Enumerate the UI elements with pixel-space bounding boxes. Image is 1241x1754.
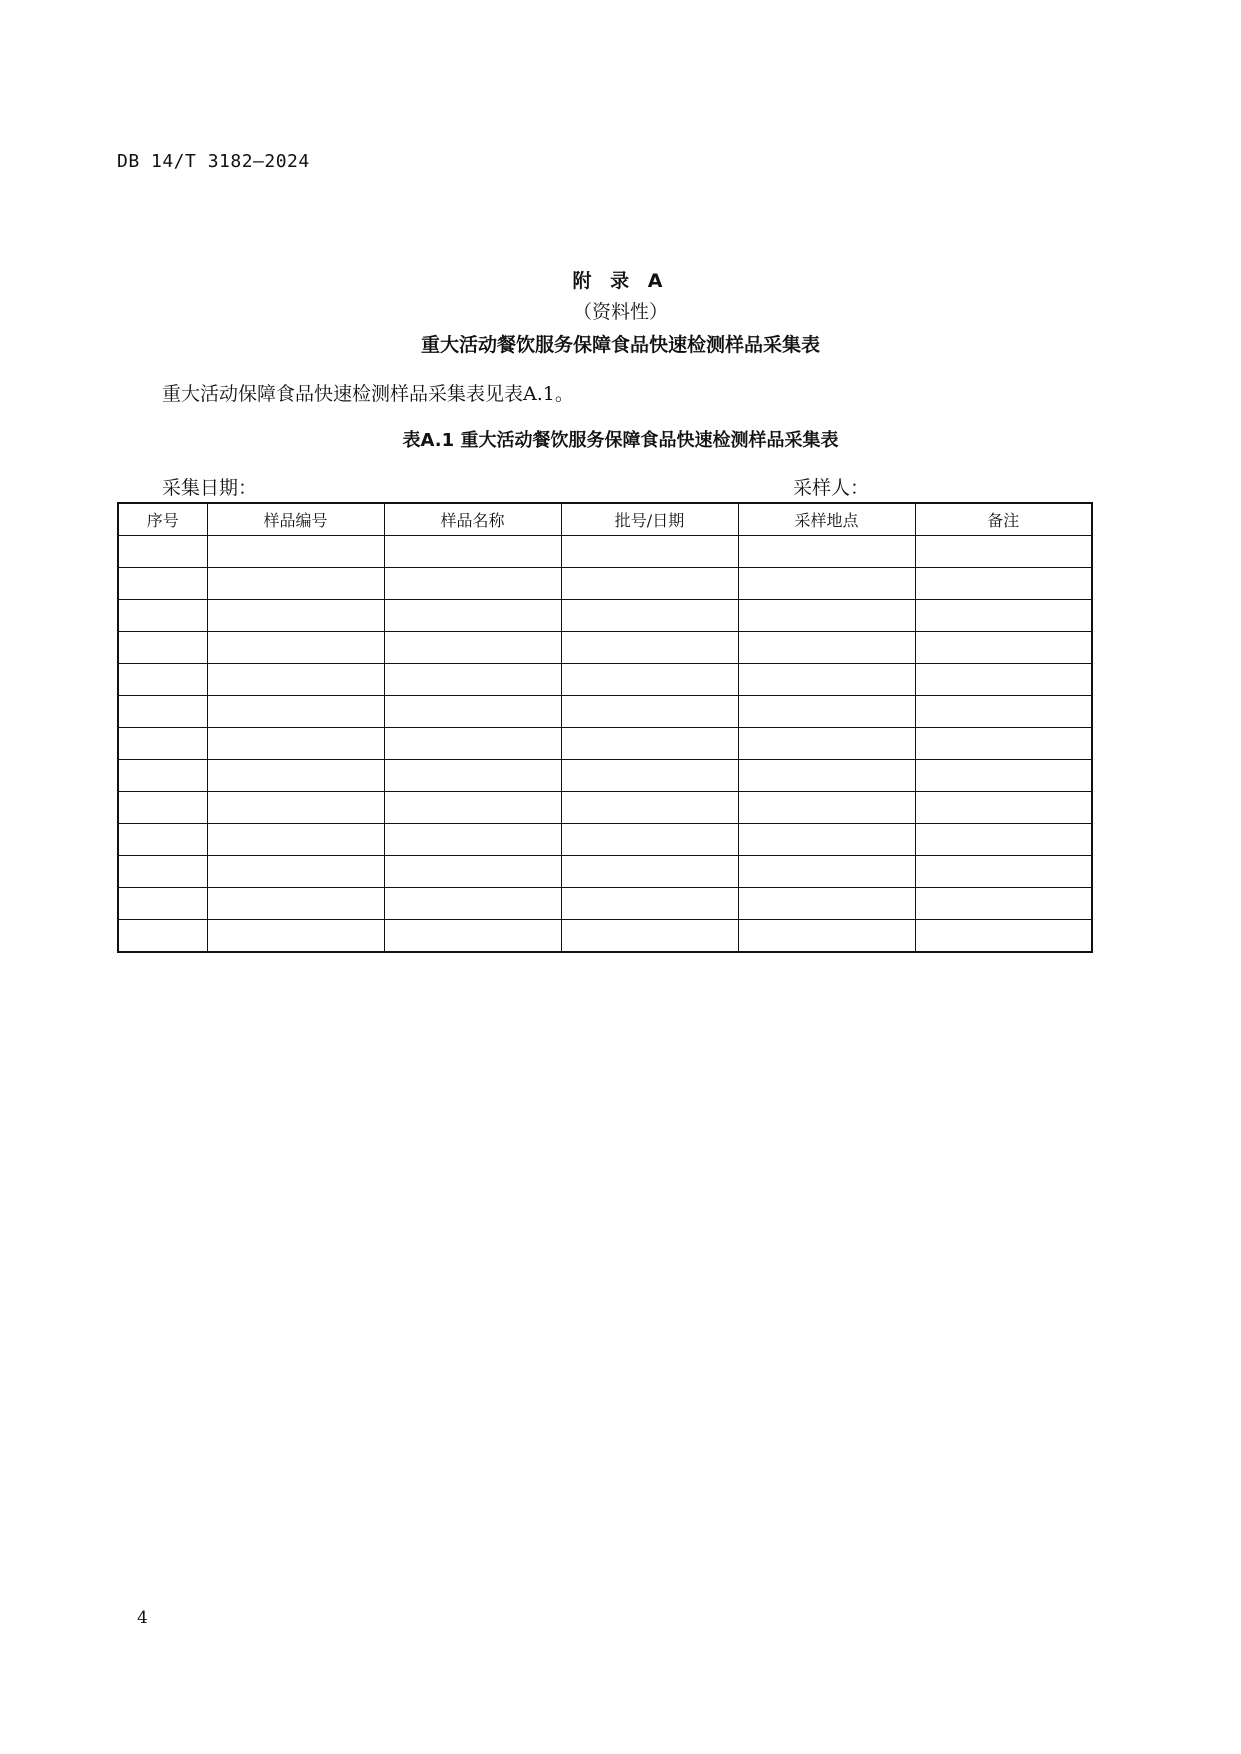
table-cell (118, 824, 207, 856)
standard-code: DB 14/T 3182—2024 (117, 151, 310, 172)
table-row (118, 568, 1092, 600)
table-cell (561, 632, 738, 664)
table-cell (738, 920, 915, 953)
table-cell (738, 568, 915, 600)
table-cell (207, 760, 384, 792)
table-row (118, 632, 1092, 664)
table-body (118, 536, 1092, 953)
appendix-title: 附 录 A (572, 270, 669, 292)
table-cell (384, 760, 561, 792)
table-cell (384, 824, 561, 856)
table-row (118, 536, 1092, 568)
table-cell (561, 856, 738, 888)
table-cell (915, 824, 1092, 856)
table-row (118, 792, 1092, 824)
table-cell (915, 696, 1092, 728)
table-cell (118, 856, 207, 888)
table-cell (561, 792, 738, 824)
table-cell (561, 600, 738, 632)
table-row (118, 728, 1092, 760)
table-cell (738, 760, 915, 792)
table-cell (561, 696, 738, 728)
table-cell (118, 632, 207, 664)
table-cell (207, 920, 384, 953)
table-cell (118, 760, 207, 792)
table-header-row (118, 503, 1092, 536)
table-cell (738, 792, 915, 824)
table-cell (915, 760, 1092, 792)
table-cell (384, 632, 561, 664)
table-cell (561, 728, 738, 760)
table-row (118, 888, 1092, 920)
table-cell (207, 792, 384, 824)
table-caption: 表A.1 重大活动餐饮服务保障食品快速检测样品采集表 (402, 430, 839, 451)
table-cell (561, 568, 738, 600)
table-row (118, 824, 1092, 856)
table-cell (561, 888, 738, 920)
table-cell (207, 632, 384, 664)
table-cell (915, 920, 1092, 953)
appendix-type: （资料性） (572, 301, 668, 323)
appendix-heading: 重大活动餐饮服务保障食品快速检测样品采集表 (420, 334, 820, 356)
table-cell (561, 920, 738, 953)
table-cell (118, 696, 207, 728)
table-cell (915, 568, 1092, 600)
table-cell (118, 568, 207, 600)
table-cell (118, 664, 207, 696)
table-cell (207, 888, 384, 920)
table-row (118, 696, 1092, 728)
table-cell (207, 536, 384, 568)
table-cell (738, 888, 915, 920)
page-number: 4 (137, 1608, 148, 1628)
table-cell (207, 664, 384, 696)
table-cell (738, 664, 915, 696)
column-header-location: 采样地点 (738, 503, 915, 536)
table-cell (384, 568, 561, 600)
column-header-sample-id: 样品编号 (207, 503, 384, 536)
table-cell (384, 664, 561, 696)
table-cell (207, 600, 384, 632)
column-header-batch-date: 批号/日期 (561, 503, 738, 536)
collection-date-label: 采集日期： (162, 477, 258, 499)
sampler-label: 采样人： (793, 477, 870, 499)
table-cell (207, 856, 384, 888)
column-header-sample-name: 样品名称 (384, 503, 561, 536)
table-cell (915, 600, 1092, 632)
intro-paragraph: 重大活动保障食品快速检测样品采集表见表A.1。 (162, 383, 574, 405)
table-cell (561, 824, 738, 856)
table-cell (738, 696, 915, 728)
table-cell (738, 728, 915, 760)
table-cell (915, 664, 1092, 696)
table-cell (207, 824, 384, 856)
table-cell (207, 728, 384, 760)
table-cell (118, 920, 207, 953)
table-cell (915, 728, 1092, 760)
table-cell (915, 888, 1092, 920)
table-cell (561, 664, 738, 696)
table-cell (738, 632, 915, 664)
table-row (118, 600, 1092, 632)
table-cell (738, 856, 915, 888)
table-cell (561, 536, 738, 568)
table-cell (384, 792, 561, 824)
table-row (118, 664, 1092, 696)
table-cell (118, 792, 207, 824)
table-row (118, 920, 1092, 953)
table-cell (915, 536, 1092, 568)
table-cell (118, 888, 207, 920)
table-cell (915, 856, 1092, 888)
table-cell (738, 536, 915, 568)
table-cell (738, 600, 915, 632)
table-cell (118, 536, 207, 568)
table-row (118, 856, 1092, 888)
table-cell (915, 632, 1092, 664)
table-cell (384, 600, 561, 632)
table-cell (384, 728, 561, 760)
table-cell (118, 600, 207, 632)
column-header-serial: 序号 (118, 503, 207, 536)
table-cell (384, 696, 561, 728)
table-cell (915, 792, 1092, 824)
table-cell (384, 920, 561, 953)
table-cell (561, 760, 738, 792)
table-cell (207, 568, 384, 600)
table-cell (207, 696, 384, 728)
column-header-remarks: 备注 (915, 503, 1092, 536)
table-cell (384, 856, 561, 888)
sample-collection-table (117, 502, 1093, 953)
table-cell (384, 888, 561, 920)
table-cell (118, 728, 207, 760)
table-cell (384, 536, 561, 568)
table-row (118, 760, 1092, 792)
table-cell (738, 824, 915, 856)
